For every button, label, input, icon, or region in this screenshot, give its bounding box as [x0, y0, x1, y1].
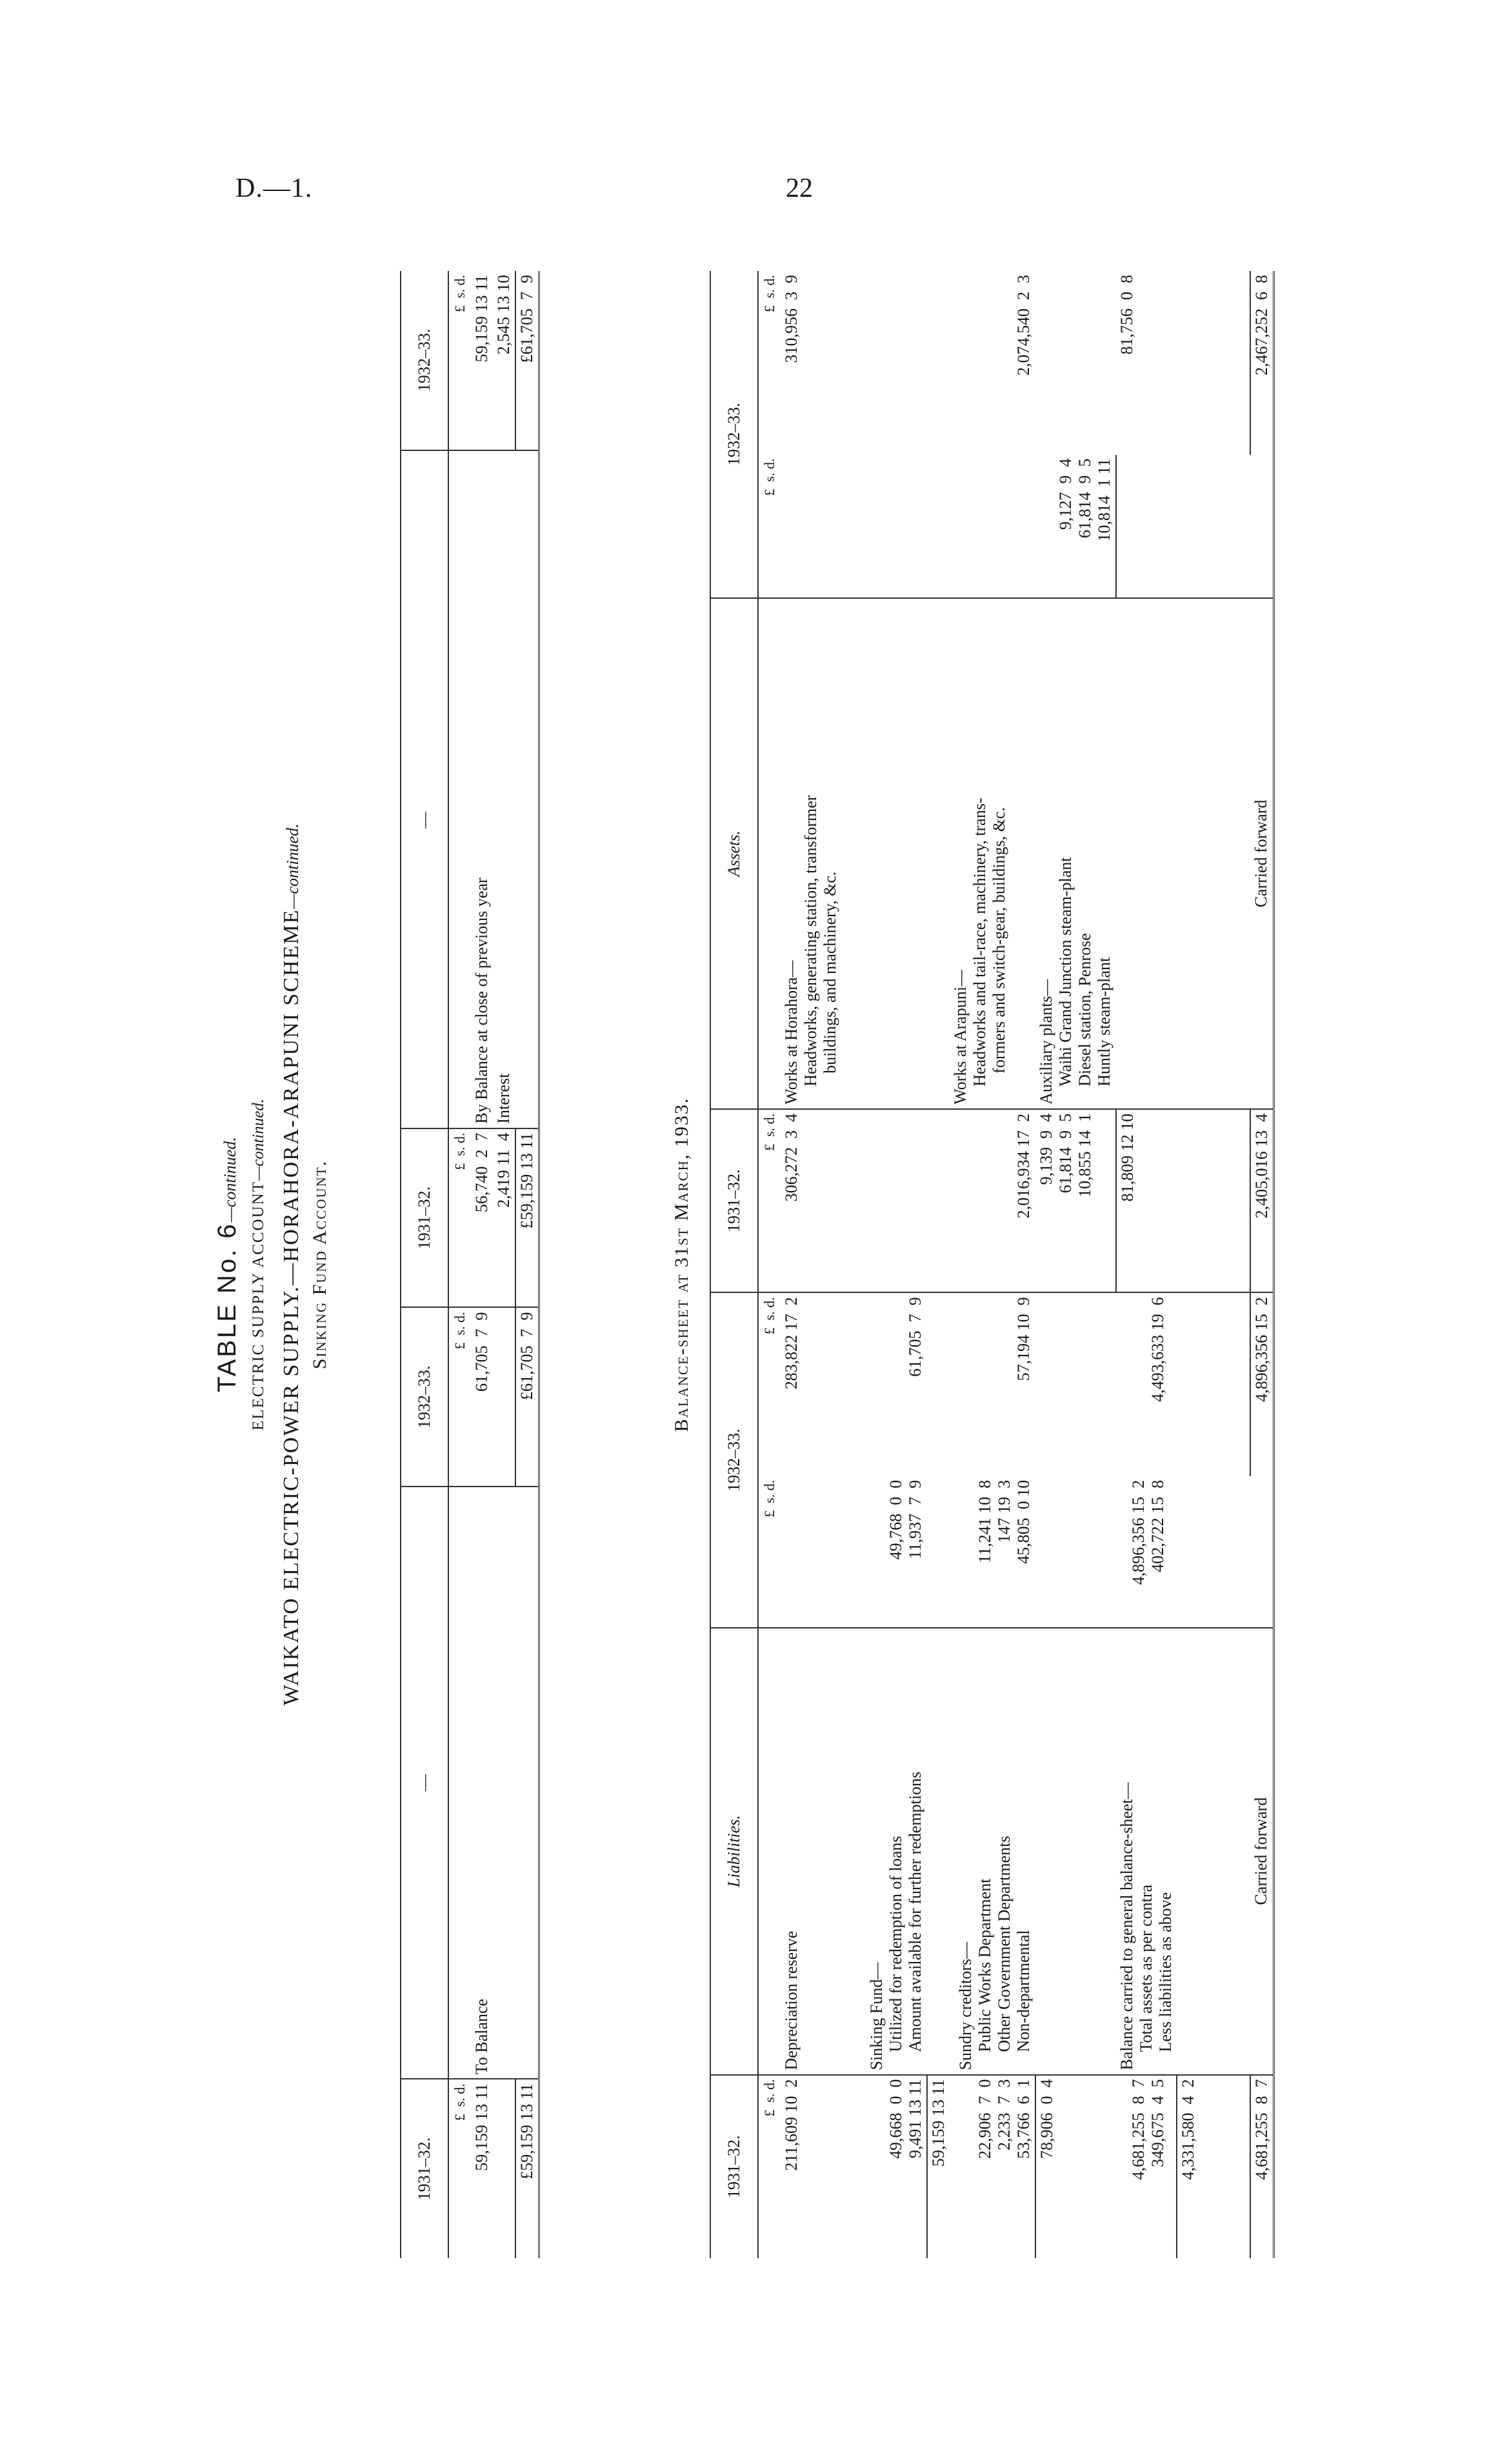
table-row: 49,668 0 0 9,491 13 11 Sinking Fund— Utilized for redemption of loans Amount available for further redemptions 49,768 0 0 11,937 7 9 61,705 7 9 — [841, 271, 927, 2258]
col-head: 1931–32. — [401, 2079, 448, 2258]
units: £ s. d. — [448, 1128, 471, 1308]
table-row: 2,419 11 4 Interest 2,545 13 10 — [493, 271, 515, 2258]
table-row: 4,681,255 8 7 349,675 4 5 Balance carried to general balance-sheet— Total assets as per contra Less liabilities as above 4,896,356 15 2 402,722 15 8 4,493,633 19 6 81,809 12 10 81,756 0 8 — [1116, 271, 1177, 2258]
document-reference: D.—1. — [235, 174, 313, 203]
table-row: 22,906 7 0 2,233 7 3 53,766 6 1 Sundry creditors— Public Works Department Other Government Departments Non-departmental 11,241 10 8 147 19 3 45,805 0 10 57,194 10 9 2,016,934 17 2 Works at Arapuni— Headworks and tail-race, machinery, trans- formers and switch-gear, buildings, &c. 2,074,540 2 3 — [950, 271, 1035, 2258]
col-head: 1932–33. — [401, 1307, 448, 1487]
table-row: 4,331,580 4 2 — [1177, 271, 1250, 2258]
table-row: 211,609 10 2 Depreciation reserve 283,822 17 2 306,272 3 4 Works at Horahora— Headworks, generating station, transformer buildings, and machinery, &c. 310,956 3 9 — [781, 271, 841, 2258]
col-head-dash: — — [401, 512, 448, 1128]
units: £ s. d. — [448, 1307, 471, 1487]
col-head: 1931–32. — [401, 1128, 448, 1308]
balance-sheet-title: Balance-sheet at 31st March, 1933. — [671, 1097, 692, 1432]
rotated-content — [206, 265, 1393, 2265]
page-header — [0, 173, 1507, 212]
carried-forward-row: 4,681,255 8 7 Carried forward 4,896,356 15 2 2,405,016 13 4 Carried forward 2,467,252 6 8 — [1250, 271, 1274, 2258]
units: £ s. d. — [448, 2079, 471, 2258]
table-row: 78,906 0 4 9,139 9 4 61,814 9 5 10,855 14 1 Auxiliary plants— Waihi Grand Junction steam-plant Diesel station, Penrose Huntly steam-plant 9,127 9 4 61,814 9 5 10,814 1 11 — [1035, 271, 1116, 2258]
header-row: 1931–32. Liabilities. 1932–33. 1931–32. Assets. 1932–33. — [710, 271, 758, 2258]
liabilities-heading: Liabilities. — [710, 1628, 758, 2075]
sinking-fund-table — [400, 271, 540, 2258]
account-subtitle: ELECTRIC SUPPLY ACCOUNT—continued. — [250, 1098, 267, 1431]
section-title: Sinking Fund Account. — [309, 1159, 330, 1370]
header-row — [401, 271, 448, 2258]
table-row: 59,159 13 11 — [927, 271, 950, 2258]
scheme-title: WAIKATO ELECTRIC-POWER SUPPLY.—HORAHORA-ARAPUNI SCHEME—continued. — [279, 823, 303, 1706]
assets-heading: Assets. — [710, 598, 758, 1109]
units: £ s. d. — [452, 275, 468, 313]
col-head-dash: — — [401, 1487, 448, 2079]
titles-block — [206, 265, 331, 2265]
table-number: TABLE No. 6—continued. — [213, 1137, 241, 1392]
balance-sheet-table: 1931–32. Liabilities. 1932–33. 1931–32. Assets. 1932–33. £ s. d. £ s. d. £ s. d. £ s. d. £ s. d. £ s. d. 211,609 10 2 Depreciation reserve 283,822 17 2 306,272 3 4 Works at Horahora— Headworks, generating station, transformer buildings, and machinery, &c. 310,956 3 9 49,668 0 0 9,491 13 11 Sinking Fund— Utilized for redemption of loans Amount available for further redemptions 49,768 0 0 11,937 7 9 61,705 7 9 59,159 13 11 22,906 7 0 2,233 7 3 53,766 6 1 Sundry creditors— Public Works Department Other Government Departments Non-departmental 11,241 10 8 147 19 3 45,805 0 10 57,194 10 9 2,016,934 17 2 Works at Arapuni— Headworks and tail-race, machinery, trans- formers and switch-gear, buildings, &c. 2,074,540 2 3 78,906 0 4 9,139 9 4 61,814 9 5 10,855 14 1 Auxiliary plants— Waihi Grand Junction steam-plant Diesel station, Penrose Huntly steam-plant 9,127 9 4 61,814 9 5 10,814 1 11 4,681,255 8 7 349,675 4 5 Balance carried to general balance-sheet— Total assets as per contra Less liabilities as above 4,896,356 15 2 402,722 15 8 4,493,633 19 6 81,809 12 10 81,756 0 8 4,331,580 4 2 4,681,255 8 7 Carried forward 4,896,356 15 2 2,405,016 13 4 Carried forward 2,467,252 6 8 — [710, 271, 1275, 2258]
page-number: 22 — [786, 174, 813, 203]
total-row: £59,159 13 11 £61,705 7 9 £59,159 13 11 £61,705 7 9 — [515, 271, 539, 2258]
col-head: 1932–33. — [401, 271, 448, 450]
table-row: 59,159 13 11 To Balance 61,705 7 9 56,740 2 7 By Balance at close of previous year 59,159 13 11 — [471, 271, 493, 2258]
